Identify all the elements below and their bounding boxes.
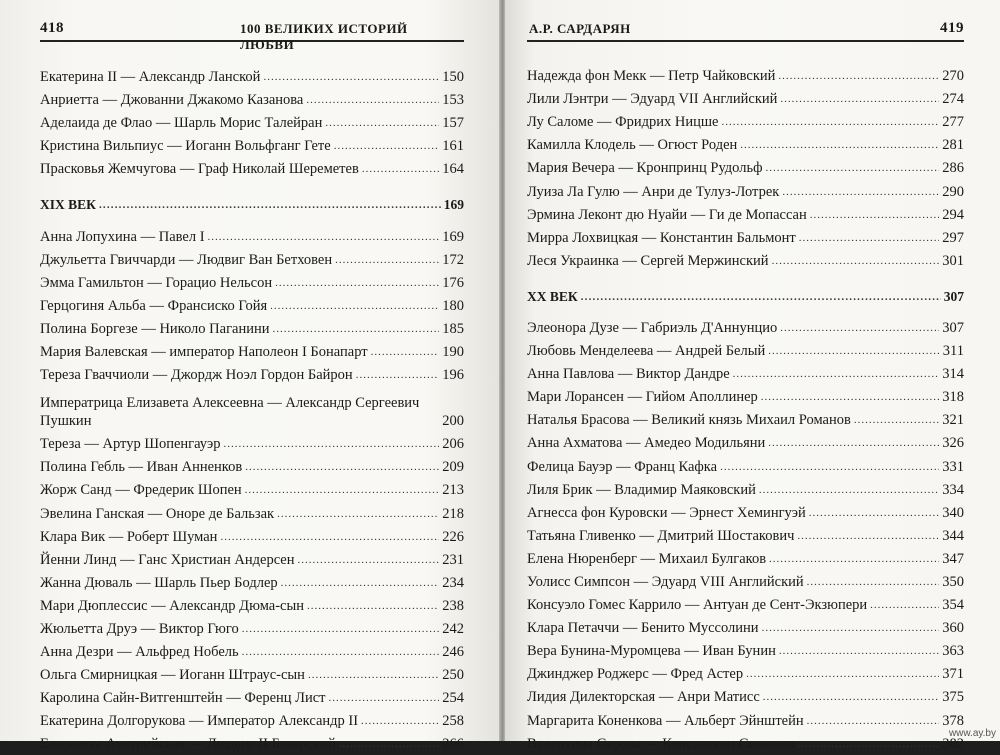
toc-entry — [527, 133, 964, 156]
toc-entry-page: 206 — [442, 436, 464, 453]
toc-entry-page: 250 — [442, 667, 464, 684]
leader-dots — [220, 528, 439, 546]
toc-entry — [40, 594, 464, 617]
toc-entry-page: 190 — [442, 344, 464, 361]
leader-dots — [746, 665, 939, 683]
toc-entry — [40, 501, 464, 524]
toc-entry-page: 218 — [442, 505, 464, 522]
toc-entry — [40, 65, 464, 88]
toc-entry-page: 150 — [442, 69, 464, 86]
toc-entry — [527, 593, 964, 616]
toc-entry — [40, 478, 464, 501]
toc-entry-page: 314 — [942, 366, 964, 383]
toc-entry-title: Анна Ахматова — Амедео Модильяни — [527, 435, 766, 452]
toc-entry-title: Ольга Смирницкая — Иоганн Штраус-сын — [40, 667, 305, 684]
leader-dots — [298, 551, 440, 569]
toc-entry — [40, 663, 464, 686]
leader-dots — [275, 274, 439, 292]
toc-entry-title: Лиля Брик — Владимир Маяковский — [527, 481, 756, 498]
right-page — [505, 0, 1000, 752]
toc-entry — [40, 525, 464, 548]
toc-entry — [527, 339, 964, 362]
toc-entry-title: Леся Украинка — Сергей Мержинский — [527, 252, 769, 269]
toc-entry — [40, 88, 464, 111]
leader-dots — [780, 90, 939, 108]
toc-entry-page: 169 — [442, 228, 464, 245]
leader-dots — [759, 481, 939, 499]
toc-entry-title: XIX ВЕК — [40, 197, 96, 213]
toc-entry — [527, 110, 964, 133]
toc-entry — [527, 408, 964, 431]
toc-entry-title: Валентина Серова — Константин Симонов — [527, 735, 795, 752]
toc-entry-title: Елена Нюренберг — Михаил Булгаков — [527, 550, 767, 567]
toc-entry — [527, 616, 964, 639]
toc-entry-title: Клара Вик — Роберт Шуман — [40, 528, 218, 545]
right-page-number: 419 — [940, 20, 964, 36]
leader-dots — [245, 458, 439, 476]
toc-entry-page: 297 — [942, 229, 964, 246]
toc-entry-page: 290 — [942, 183, 964, 200]
leader-dots — [761, 388, 939, 406]
toc-entry-title: Татьяна Гливенко — Дмитрий Шостакович — [527, 527, 795, 544]
toc-entry — [527, 87, 964, 110]
leader-dots — [329, 689, 440, 707]
leader-dots — [270, 297, 439, 315]
toc-entry — [527, 203, 964, 226]
leader-dots — [762, 619, 940, 637]
toc-entry-title: Каролина Сайн-Витгенштейн — Ференц Лист — [40, 690, 326, 707]
toc-entry-page: 270 — [942, 68, 964, 85]
toc-section-heading — [40, 186, 464, 216]
toc-entry-title: Анна Павлова — Виктор Дандре — [527, 366, 730, 383]
toc-entry-title: Аделаида де Флао — Шарль Морис Талейран — [40, 115, 323, 132]
toc-entry — [527, 385, 964, 408]
toc-entry-title: Жорж Санд — Фредерик Шопен — [40, 482, 242, 499]
toc-entry-title: Елизавета Австрийская — Людвиг II Баварский — [40, 736, 336, 753]
toc-entry — [527, 501, 964, 524]
toc-entry-title: Эвелина Ганская — Оноре де Бальзак — [40, 505, 275, 522]
toc-entry-title: Вера Бунина-Муромцева — Иван Бунин — [527, 643, 776, 660]
leader-dots — [763, 688, 939, 706]
toc-entry-title: Анна Лопухина — Павел I — [40, 228, 205, 245]
leader-dots — [308, 666, 439, 684]
toc-entry-page: 340 — [942, 504, 964, 521]
toc-entry-title: Лили Лэнтри — Эдуард VII Английский — [527, 91, 778, 108]
toc-entry — [40, 617, 464, 640]
leader-dots — [854, 411, 939, 429]
toc-entry-title: Герцогиня Альба — Франсиско Гойя — [40, 297, 268, 314]
leader-dots — [809, 504, 939, 522]
toc-entry-title: Камилла Клодель — Огюст Роден — [527, 137, 738, 154]
toc-entry-title: Мари Дюплессис — Александр Дюма-сын — [40, 597, 304, 614]
author-name: А.Р. САРДАРЯН — [529, 21, 631, 36]
toc-entry — [40, 455, 464, 478]
toc-entry-title: Йенни Линд — Ганс Христиан Андерсен — [40, 551, 295, 568]
toc-entry-page: 371 — [942, 666, 964, 683]
toc-entry — [527, 316, 964, 339]
toc-entry-page: 307 — [942, 319, 964, 336]
toc-entry-title: Луиза Ла Гулю — Анри де Тулуз-Лотрек — [527, 183, 780, 200]
leader-dots — [99, 196, 441, 214]
toc-entry-page: 226 — [442, 528, 464, 545]
toc-entry-page: 307 — [943, 288, 964, 304]
toc-entry — [40, 363, 464, 386]
leader-dots — [720, 458, 939, 476]
toc-entry-page: 301 — [942, 252, 964, 269]
toc-entry-page: 213 — [442, 482, 464, 499]
toc-entry-title: Екатерина II — Александр Ланской — [40, 69, 261, 86]
toc-entry-page: 266 — [442, 736, 464, 753]
toc-entry-page: 185 — [442, 320, 464, 337]
toc-entry-page: 363 — [942, 643, 964, 660]
leader-dots — [581, 288, 941, 306]
toc-entry-title: Фелица Бауэр — Франц Кафка — [527, 458, 718, 475]
toc-entry-title: Тереза Гваччиоли — Джордж Ноэл Гордон Байрон — [40, 367, 353, 384]
toc-entry-page: 209 — [442, 459, 464, 476]
toc-entry-page: 347 — [942, 550, 964, 567]
toc-entry-page: 321 — [942, 412, 964, 429]
leader-dots — [334, 137, 440, 155]
toc-entry — [40, 157, 464, 180]
leader-dots — [782, 183, 939, 201]
toc-entry-title: Наталья Брасова — Великий князь Михаил Романов — [527, 412, 851, 429]
toc-entry-page: 196 — [442, 367, 464, 384]
toc-entry — [40, 224, 464, 247]
toc-entry-title: Прасковья Жемчугова — Граф Николай Шереметев — [40, 161, 359, 178]
toc-entry-title: Кристина Вильпиус — Иоганн Вольфганг Гете — [40, 138, 331, 155]
leader-dots — [361, 712, 439, 730]
toc-entry-title: Полина Гебль — Иван Анненков — [40, 459, 243, 476]
toc-entry — [527, 639, 964, 662]
toc-entry — [40, 248, 464, 271]
leader-dots — [768, 342, 940, 360]
toc-entry-title: Мария Вечера — Кронпринц Рудольф — [527, 160, 763, 177]
toc-entry-title: Екатерина Долгорукова — Император Александр II — [40, 713, 359, 730]
toc-entry — [40, 686, 464, 709]
leader-dots — [281, 574, 440, 592]
toc-entry — [40, 294, 464, 317]
leader-dots — [733, 365, 940, 383]
toc-entry — [527, 156, 964, 179]
toc-entry — [40, 732, 464, 755]
toc-entry — [527, 570, 964, 593]
toc-entry — [40, 134, 464, 157]
toc-entry-page: 277 — [942, 114, 964, 131]
left-toc-list — [40, 65, 464, 755]
leader-dots — [224, 435, 440, 453]
toc-entry-title: Надежда фон Мекк — Петр Чайковский — [527, 68, 776, 85]
leader-dots — [807, 712, 940, 730]
leader-dots — [779, 642, 939, 660]
toc-entry-page: 334 — [942, 481, 964, 498]
toc-entry — [527, 732, 964, 755]
toc-entry-page: 274 — [942, 91, 964, 108]
toc-entry-title: Консуэло Гомес Каррило — Антуан де Сент-Экзюпери — [527, 597, 868, 614]
leader-dots — [740, 136, 939, 154]
toc-entry-title: Лу Саломе — Фридрих Ницше — [527, 114, 719, 131]
leader-dots — [242, 620, 440, 638]
leader-dots — [273, 320, 440, 338]
toc-entry-title: Уолисс Симпсон — Эдуард VIII Английский — [527, 573, 804, 590]
toc-entry-page: 378 — [942, 712, 964, 729]
toc-entry — [527, 454, 964, 477]
toc-entry-title: Мирра Лохвицкая — Константин Бальмонт — [527, 229, 796, 246]
toc-entry-page: 176 — [442, 274, 464, 291]
toc-entry-title: Императрица Елизавета Алексеевна — Александр Сергеевич Пушкин — [40, 395, 420, 430]
toc-entry — [40, 111, 464, 134]
toc-entry-page: 326 — [942, 435, 964, 452]
toc-entry-title: Джинджер Роджерс — Фред Астер — [527, 666, 744, 683]
watermark: www.ay.by — [948, 728, 996, 739]
leader-dots — [242, 643, 440, 661]
leader-dots — [870, 596, 939, 614]
toc-entry-page: 281 — [942, 137, 964, 154]
leader-dots — [371, 343, 440, 361]
left-page — [0, 0, 500, 753]
toc-entry-page: 238 — [442, 597, 464, 614]
toc-entry — [527, 547, 964, 570]
toc-entry-page: 354 — [942, 597, 964, 614]
toc-entry-title: Тереза — Артур Шопенгауэр — [40, 436, 221, 453]
toc-entry-page: 350 — [942, 573, 964, 590]
toc-entry — [527, 249, 964, 272]
toc-entry — [40, 640, 464, 663]
toc-entry-page: 169 — [443, 197, 464, 213]
toc-entry-page: 242 — [442, 620, 464, 637]
toc-entry-page: 254 — [442, 690, 464, 707]
right-toc-list — [527, 64, 964, 755]
toc-entry-title: Лидия Дилекторская — Анри Матисс — [527, 689, 760, 706]
toc-entry — [40, 271, 464, 294]
toc-entry — [527, 226, 964, 249]
toc-entry-page: 161 — [442, 138, 464, 155]
toc-entry-page: 344 — [942, 527, 964, 544]
toc-entry-page: 200 — [442, 413, 464, 430]
toc-entry-title: Полина Боргезе — Николо Паганини — [40, 320, 270, 337]
toc-entry — [40, 386, 464, 432]
leader-dots — [807, 573, 940, 591]
toc-entry-title: Маргарита Коненкова — Альберт Эйнштейн — [527, 712, 804, 729]
toc-entry-title: Эрмина Леконт дю Нуайи — Ги де Мопассан — [527, 206, 807, 223]
leader-dots — [362, 160, 439, 178]
leader-dots — [780, 319, 939, 337]
book-title: 100 ВЕЛИКИХ ИСТОРИЙ ЛЮБВИ — [240, 21, 408, 52]
toc-entry-page: 286 — [942, 160, 964, 177]
toc-entry-page: 180 — [442, 297, 464, 314]
toc-entry-title: Любовь Менделеева — Андрей Белый — [527, 343, 766, 360]
leader-dots — [768, 434, 939, 452]
leader-dots — [798, 735, 940, 753]
toc-entry — [40, 548, 464, 571]
left-running-head — [40, 18, 464, 52]
toc-entry — [527, 478, 964, 501]
leader-dots — [721, 113, 939, 131]
leader-dots — [277, 505, 439, 523]
toc-entry-page: 360 — [942, 620, 964, 637]
toc-entry-page: 164 — [442, 161, 464, 178]
leader-dots — [765, 159, 939, 177]
toc-entry-page: 153 — [442, 92, 464, 109]
leader-dots — [307, 597, 439, 615]
leader-dots — [772, 252, 940, 270]
leader-dots — [339, 735, 440, 753]
right-running-head — [527, 18, 964, 42]
leader-dots — [208, 228, 440, 246]
leader-dots — [769, 550, 939, 568]
toc-entry — [40, 571, 464, 594]
toc-entry-title: Клара Петаччи — Бенито Муссолини — [527, 620, 759, 637]
toc-entry-page: 246 — [442, 644, 464, 661]
toc-entry-title: Мария Валевская — император Наполеон I Бонапарт — [40, 344, 368, 361]
leader-dots — [263, 68, 439, 86]
toc-entry-page: 294 — [942, 206, 964, 223]
leader-dots — [245, 481, 440, 499]
toc-entry-title: Элеонора Дузе — Габриэль Д'Аннунцио — [527, 319, 778, 336]
toc-entry-page: 382 — [942, 735, 964, 752]
toc-entry-title: Жанна Дюваль — Шарль Пьер Бодлер — [40, 574, 278, 591]
toc-entry-page: 318 — [942, 389, 964, 406]
toc-entry-title: Анна Дезри — Альфред Нобель — [40, 644, 239, 661]
toc-entry-page: 231 — [442, 551, 464, 568]
leader-dots — [797, 527, 939, 545]
toc-entry — [527, 362, 964, 385]
toc-entry — [527, 64, 964, 87]
leader-dots — [306, 91, 439, 109]
toc-entry — [527, 662, 964, 685]
toc-entry-title: Джульетта Гвиччарди — Людвиг Ван Бетховен — [40, 251, 333, 268]
toc-entry-page: 258 — [442, 713, 464, 730]
toc-entry — [527, 179, 964, 202]
leader-dots — [810, 206, 939, 224]
toc-entry-title: Мари Лорансен — Гийом Аполлинер — [527, 389, 758, 406]
leader-dots — [778, 67, 939, 85]
toc-entry-title: XX ВЕК — [527, 288, 578, 304]
toc-entry-page: 331 — [942, 458, 964, 475]
left-page-number: 418 — [40, 20, 64, 36]
toc-entry-title: Эмма Гамильтон — Горацио Нельсон — [40, 274, 273, 291]
toc-entry — [527, 524, 964, 547]
leader-dots — [325, 114, 439, 132]
toc-entry — [527, 685, 964, 708]
leader-dots — [335, 251, 439, 269]
toc-entry — [40, 317, 464, 340]
toc-entry-page: 172 — [442, 251, 464, 268]
toc-entry-title: Анриетта — Джованни Джакомо Казанова — [40, 92, 304, 109]
toc-entry — [40, 709, 464, 732]
leader-dots — [356, 366, 440, 384]
toc-entry-title: Агнесса фон Куровски — Эрнест Хемингуэй — [527, 504, 806, 521]
leader-dots — [799, 229, 940, 247]
toc-entry-page: 157 — [442, 115, 464, 132]
toc-entry-page: 375 — [942, 689, 964, 706]
toc-section-heading — [527, 278, 964, 308]
toc-entry-page: 234 — [442, 574, 464, 591]
toc-entry — [527, 431, 964, 454]
toc-entry — [527, 708, 964, 731]
toc-entry — [40, 432, 464, 455]
toc-entry — [40, 340, 464, 363]
toc-entry-title: Жюльетта Друэ — Виктор Гюго — [40, 620, 239, 637]
toc-entry-page: 311 — [942, 343, 964, 360]
